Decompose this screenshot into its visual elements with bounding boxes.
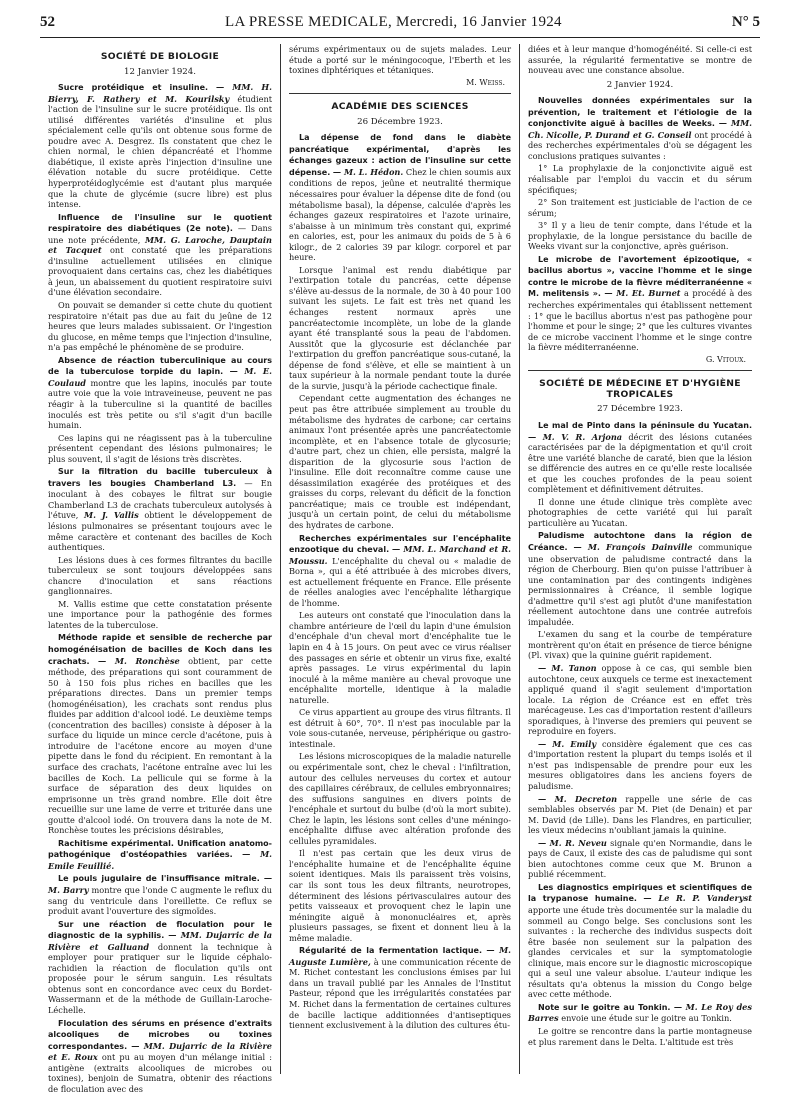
abstract-heading: Absence de réaction tuberculinique au cours de la tuberculose torpide du lapin. [48,355,272,377]
abstract-authors: — MM. Dujarric de la Rivière et Galluand [48,930,272,952]
abstract-paragraph [48,82,272,210]
abstract-paragraph [289,610,511,705]
abstract-text: apporte une étude très documentée sur la maladie du sommeil au Congo belge. Ses conclusions sont les suivantes : la recherche des individus suspects doit être basée non seulement sur la palpation des glandes cervicales et sur la symptomatologie clinique, mais encore sur le diagnostic microscopique qui a seul une valeur absolue. L'auteur indique les résultats qu'a obtenus la mission du Congo belge avec cette méthode. [528,905,752,1000]
abstract-authors: — MM. L. Marchand et R. Moussu. [289,544,511,566]
abstract-heading: Sur une réaction de floculation pour le diagnostic de la syphilis. [48,919,272,941]
abstract-text: Il n'est pas certain que les deux virus de l'encéphalite humaine et de l'encéphalite équine soient identiques. Mais ils paraissent très voisins, car ils sont tous les deux filtrants, neurotropes, déterminent des lésions périvasculaires autour des petits vaisseaux et provoquent chez le lapin une méningite aiguë à mononucléaires et, après plusieurs passages, se fixent et donnent lieu à la même maladie. [289,848,511,943]
abstract-text: Chez le chien soumis aux conditions de repos, jeûne et neutralité thermique nécessaires pour évaluer la dépense dite de fond (ou métabolisme basal), la dépense, calculée d'après les échanges gazeux respiratoires et l'azote urinaire, s'abaisse à un minimum très constant qui, exprimé en calories, est, pour les animaux du poids de 5 à 6 kilogr., de 2 calories 39 par kilogr. corporel et par heure. [289,166,511,263]
abstract-paragraph [528,497,752,529]
abstract-text: décrit des lésions cutanées caractérisées par de la dépigmentation et qu'il croit être une variété blanche de caraté, bien que la lésion se différencie des autres en ce qu'elle reste localisée et que les couches profondes de la peau soient complètement et définitivement détruites. [528,431,752,495]
abstract-text: montre que les lapins, inoculés par toute autre voie que la voie intraveineuse, peuvent ne pas réagir à la tuberculine si la quantité de bacilles inoculés est très petite ou s'il s'agit d'un bacille humain. [48,377,272,431]
abstract-paragraph [289,751,511,846]
abstract-text: M. Vallis estime que cette constatation présente une importance pour la pathogénie des formes latentes de la tuberculose. [48,598,272,630]
abstract-heading: La dépense de fond dans le diabète pancréatique expérimental, d'après les échanges gazeux : action de l'insuline sur cette dépense. [289,133,511,177]
abstract-heading: Méthode rapide et sensible de recherche par homogénéisation de bacilles de Koch dans les crachats. [48,633,272,666]
abstract-authors: — M. Decreton [538,793,618,804]
abstract-text: envoie une étude sur le goitre au Tonkin. [561,1013,732,1024]
abstract-paragraph [48,873,272,916]
abstract-authors: — M. Emile Feuillié. [48,849,273,871]
abstract-paragraph [289,533,511,609]
abstract-authors: — M. L. Hédon. [332,166,404,177]
abstract-text: signale qu'en Normandie, dans le pays de Caux, il existe des cas de paludisme qui sont bien autochtones comme ceux que M. Brunon a publié récemment. [528,837,753,880]
abstract-authors: — MM. Ch. Nicolle, P. Durand et G. Conseil [528,118,753,140]
abstract-authors: — M. Barry [48,873,273,896]
abstract-heading: Note sur le goitre au Tonkin. [538,1002,671,1012]
section-date: 12 Janvier 1924. [124,66,196,77]
abstract-authors: — M. Auguste Lumière, [289,945,511,967]
abstract-paragraph [289,945,511,1030]
abstract-authors: — M. Ronchèse [98,655,180,666]
abstract-text: oppose à ce cas, qui semble bien autochtone, ceux auxquels ce terme est inexactement appliqué quand il s'agit seulement d'importation locale. La région de Créance est en effet très marécageuse. Les cas d'importation restent d'ailleurs sporadiques, à l'inverse des premiers qui peuvent se reproduire en foyers. [528,662,753,737]
abstract-text: Le goitre se rencontre dans la partie montagneuse et plus rarement dans le Delta. L'altitude est très [528,1026,752,1047]
abstract-paragraph [289,132,511,263]
section-date: 2 Janvier 1924. [606,79,674,90]
abstract-text: L'examen du sang et la courbe de température montrèrent qu'on était en présence de tierce bénigne (Pl. vivax) que la quinine guérit rapidement. [528,629,752,661]
abstract-text: communique une observation de paludisme contracté dans la région de Cherbourg. Bien qu'on puisse l'attribuer à une contamination par des contingents indigènes permissionnaires à Créance, il semble logique d'admettre qu'il s'est agi plutôt d'une manifestation réellement autochtone dans une contrée autrefois impaludée. [528,541,752,627]
abstract-paragraph [48,599,272,631]
abstract-text: ont constaté que les préparations d'insuline actuellement utilisées en clinique provoquaient dans certains cas, chez les diabétiques à jeun, un abaissement du quotient respiratoire suivi d'une élévation secondaire. [48,245,272,298]
abstract-paragraph [48,919,272,1016]
abstract-authors: M. J. Vallis [84,510,139,521]
section-title: SOCIÉTÉ DE MÉDECINE ET D'HYGIÈNE TROPICALES [539,378,741,400]
abstract-paragraph [528,838,752,880]
abstract-text: 1° La prophylaxie de la conjonctivite aiguë est réalisable par l'emploi du vaccin et du sérum spécifiques; [528,163,752,195]
abstract-paragraph [289,848,511,943]
section-rule [528,370,752,371]
abstract-text: Cependant cette augmentation des échanges ne peut pas être attribuée simplement au trouble du métabolisme des hydrates de carbone; car certains animaux l'ont présentée après une pancréatectomie incomplète, et en l'absence totale de glycosurie; d'autre part, chez un chien, elle persista, malgré la disparition de la glycosurie sous l'action de l'insuline. Elle doit reconnaître comme cause une désassimilation exagérée des protéiques et des graisses du corps, relevant du déficit de la fonction pancréatique; mais ce trouble est indépendant, jusqu'à un certain point, de celui du métabolisme des hydrates de carbone. [289,393,511,530]
running-head [40,14,760,36]
abstract-authors: — M. Le Roy des Barres [528,1001,753,1024]
abstract-text: ont procédé à des recherches expérimentales d'où se dégagent les conclusions pratiques suivantes : [528,129,752,161]
abstract-text: — Dans une note précédente, [48,223,272,245]
abstract-text: diées et à leur manque d'homogénéité. Si celle-ci est assurée, la régularité fermentative se montre de nouveau avec une constance absolue. [528,44,752,76]
section-title: ACADÉMIE DES SCIENCES [331,101,469,113]
abstract-paragraph [528,254,752,353]
abstract-paragraph [528,794,752,836]
abstract-paragraph [528,1002,752,1024]
abstract-paragraph [48,555,272,597]
abstract-text: Ces lapins qui ne réagissent pas à la tuberculine présentent cependant des lésions pulmonaires; le plus souvent, il s'agit de lésions très discrètes. [48,432,272,464]
abstract-text: Il donne une étude clinique très complète avec photographies de cette variété qui lui paraît particulière au Yucatan. [528,496,752,528]
abstract-text: étudient l'action de l'insuline sur le sucre protéidique. Ils ont utilisé différentes variétés d'insuline et plus spécialement celle qu'ils ont obtenue sous forme de poudre avec A. Desgrez. Ils constatent que chez le chien normal, le chien dépancréaté et l'homme diabétique, il existe après l'injection d'insuline une élévation notable du sucre protéidique. Cette hyperprotéidoglycémie est d'autant plus marquée que la chute de glycémie (sucre libre) est plus intense. [48,93,273,210]
abstract-text: a procédé à des recherches expérimentales qui établissent nettement : 1° que le bacillus abortus n'est pas pathogène pour l'homme et pour le singe; 2° que les cultures vivantes de ce microbe vaccinent l'homme et le singe contre la fièvre méditerranéenne. [528,288,753,353]
abstract-heading: Influence de l'insuline sur le quotient respiratoire des diabétiques (2e note). [48,212,272,234]
abstract-heading: Le pouls jugulaire de l'insuffisance mitrale. [58,874,260,884]
abstract-paragraph [48,838,272,872]
column-middle [280,44,520,1074]
abstract-paragraph [528,882,752,1000]
abstract-text: considère également que ces cas d'importation restent la plupart du temps isolés et il n'est pas indispensable de prendre pour eux les mesures obligatoires dans les anciens foyers de paludisme. [528,738,752,791]
abstract-authors: — M. Emily [538,738,597,749]
abstract-text: Lorsque l'animal est rendu diabétique par l'extirpation totale du pancréas, cette dépense s'élève au-dessus de la normale, de 30 à 40 pour 100 suivant les sujets. Le fait est très net quand les échanges restent normaux après une pancréatectomie incomplète, un lobe de la glande ayant été transplanté sous la peau de l'abdomen. Aussitôt que la glycosurie est déclanchée par l'extirpation du greffon pancréatique sous-cutané, la dépense de fond s'élève, et elle se maintient à un taux supérieur à la normale pendant toute la durée de la survie, jusqu'à la période cachectique finale. [289,264,511,391]
abstract-paragraph [528,530,752,627]
abstract-authors: — M. E. Coulaud [48,366,272,388]
abstract-authors: — M. Et. Burnet [604,288,681,299]
abstract-heading: Les diagnostics empiriques et scientifiques de la trypanose humaine. [528,882,752,904]
abstract-paragraph [528,95,752,161]
abstract-authors: — M. Tanon [538,662,597,673]
abstract-text: rappelle une série de cas semblables observés par M. Piet (de Denain) et par M. David (de Lille). Dans les Flandres, en particulier, les vieux médecins n'oubliant jamais la quinine. [528,793,752,836]
abstract-paragraph [528,197,752,218]
abstract-authors: MM. G. Laroche, Dauptain et Tacquet [48,234,272,256]
abstract-paragraph [289,707,511,749]
abstract-text: donnent la technique à employer pour pratiquer sur le liquide céphalo-rachidien la réaction de floculation qu'ils ont proposée pour le sérum sanguin. Les résultats obtenus sont en concordance avec ceux du Bordet-Wassermann et de la méthode de Guillain-Laroche-Léchelle. [48,941,272,1016]
abstract-heading: Sucre protéidique et insuline. [58,83,209,93]
abstract-paragraph [528,420,752,495]
abstract-heading: Rachitisme expérimental. Unification anatomo-pathogénique d'ostéopathies variées. [48,838,272,860]
abstract-text: Les auteurs ont constaté que l'inoculation dans la chambre antérieure de l'œil du lapin d'une émulsion d'encéphale d'un cheval mort d'encéphalite tue le lapin en 4 à 15 jours. On peut avec ce virus réaliser des passages en série et obtenir un virus fixe, exalté après passages. Le virus expérimental du lapin inoculé à la même manière au cheval provoque une encéphalite mortelle, identique à la maladie naturelle. [289,610,511,705]
section-rule [289,93,511,94]
issue-number: N° 5 [731,14,760,30]
abstract-paragraph [528,663,752,737]
abstract-heading: Le mal de Pinto dans la péninsule du Yucatan. [538,420,752,430]
header-rule [40,37,760,38]
abstract-text: montre que l'onde C augmente le reflux du sang du ventricule dans l'oreillette. Ce reflux se produit avant l'ouverture des sigmoïdes. [48,885,272,917]
article-columns [40,44,760,1094]
abstract-text: — En inoculant à des cobayes le filtrat sur bougie Chamberland L3 de crachats tuberculeux autolysés à l'étuve, [48,477,273,521]
abstract-text: L'encéphalite du cheval ou « maladie de Borna », qui a été attribuée à des microbes divers, est actuellement fréquente en France. Elle présente de réelles analogies avec l'encéphalite léthargique de l'homme. [289,555,511,608]
abstract-paragraph [528,1026,752,1047]
section-signature: M. Weiss. [466,77,505,87]
abstract-paragraph [528,739,752,792]
abstract-text: 3° Il y a lieu de tenir compte, dans l'étude et la prophylaxie, de la longue persistance du bacille de Weeks vivant sur la conjonctive, après guérison. [528,220,752,252]
abstract-text: sérums expérimentaux ou de sujets malades. Leur étude a porté sur le méningocoque, l'Eberth et les toxines diphtériques et tétaniques. [289,44,511,76]
page-number: 52 [40,14,55,30]
column-left [40,44,280,1094]
abstract-text: On pouvait se demander si cette chute du quotient respiratoire n'était pas due au fait du jeûne de 12 heures que leurs malades subissaient. Or l'ingestion du glucose, en même temps que l'injection d'insuline, n'a pas empêché le phénomène de se produire. [48,300,272,353]
abstract-heading: Nouvelles données expérimentales sur la prévention, le traitement et l'étiologie de la conjonctivite aiguë à bacilles de Weeks. [528,96,752,129]
abstract-paragraph [48,300,272,353]
abstract-paragraph [528,629,752,661]
abstract-paragraph [48,433,272,465]
abstract-heading: Régularité de la fermentation lactique. [299,946,482,956]
abstract-authors: — M. R. Neveu [538,837,607,848]
abstract-heading: Sur la filtration du bacille tuberculeux à travers les bougies Chamberland L3. [48,467,272,488]
abstract-paragraph [48,466,272,552]
abstract-paragraph [528,44,752,76]
abstract-paragraph [528,220,752,252]
abstract-paragraph [289,265,511,392]
section-signature: G. Vitoux. [705,354,746,364]
abstract-heading: Recherches expérimentales sur l'encéphalite enzootique du cheval. [289,533,511,555]
abstract-text: à une communication récente de M. Richet contestant les conclusions émises par lui dans un travail publié par les Annales de l'Institut Pasteur, répond que les irrégularités constatées par M. Richet dans la fermentation de certaines cultures de bacille lactique additionnées d'antiseptiques tiennent exclusivement à la dilution des cultures étu- [289,956,512,1031]
abstract-text: obtient, par cette méthode, des préparations qui sont couramment de 50 à 150 fois plus riches en bacilles que les préparations directes. Dans un premier temps (homogénéisation), les crachats sont rendus plus fluides par addition d'alcool iodé. Le deuxième temps (concentration des bacilles) consiste à déposer à la surface du liquide un mince cercle d'acétone, puis à introduire de l'acétone encore au moyen d'une pipette dans le fond du récipient. En remontant à la surface des crachats, l'acétone entraîne avec lui les bacilles de Koch. La pellicule qui se forme à la surface de séparation des deux liquides on emprisonne un très grand nombre. Elle doit être recueillie sur une lame de verre et triturée dans une goutte d'alcool iodé. On trouvera dans la note de M. Ronchèse toutes les précisions désirables, [48,655,272,836]
section-date: 26 Décembre 1923. [357,116,443,127]
abstract-heading: Paludisme autochtone dans la région de Créance. [528,531,752,552]
abstract-authors: — Le R. P. Vanderyst [643,893,752,904]
abstract-paragraph [528,163,752,195]
abstract-text: Les lésions dues à ces formes filtrantes du bacille tuberculeux se sont toujours développées sans chancre d'inoculation et sans réactions ganglionnaires. [48,554,272,597]
section-title: SOCIÉTÉ DE BIOLOGIE [100,51,220,62]
abstract-paragraph [48,1018,272,1094]
abstract-authors: — MM. H. Bierry, F. Rathery et M. Kourilsky [48,82,272,104]
abstract-authors: — MM. Dujarric de la Rivière et E. Roux [48,1040,273,1063]
abstract-text: Les lésions microscopiques de la maladie naturelle ou expérimentale sont, chez le cheval : l'infiltration, autour des cellules nerveuses du cortex et autour des capillaires cérébraux, de cellules embryonnaires; des suffusions sanguines en divers points de l'encéphale et surtout du bulbe (d'où la mort subite). Chez le lapin, les lésions sont celles d'une méningo-encéphalite diffuse avec altération profonde des cellules pyramidales. [289,751,511,846]
abstract-paragraph [48,632,272,835]
abstract-authors: — M. François Dainville [573,541,693,552]
column-right [520,44,760,1074]
abstract-text: Ce virus appartient au groupe des virus filtrants. Il est détruit à 60°, 70°. Il n'est pas inoculable par la voie sous-cutanée, nerveuse, périphérique ou gastro-intestinale. [289,707,511,749]
abstract-heading: Floculation des sérums en présence d'extraits alcooliques de microbes ou toxines correspondantes. [48,1018,272,1051]
abstract-heading: Le microbe de l'avortement épizootique, « bacillus abortus », vaccine l'homme et le singe contre le microbe de la fièvre méditerranéenne « M. melitensis ». [528,254,752,299]
abstract-authors: — M. V. R. Arjona [528,431,623,442]
abstract-paragraph [289,393,511,530]
abstract-paragraph [289,44,511,76]
abstract-text: ont pu au moyen d'un mélange initial : antigène (extraits alcooliques de microbes ou toxines), benjoin de Sumatra, obtenir des réactions de floculation avec des [48,1052,272,1094]
abstract-paragraph [48,212,272,298]
abstract-text: obtient le développement de lésions pulmonaires se présentant toujours avec le même caractère et contenant des bacilles de Koch authentiques. [48,510,273,553]
abstract-paragraph [48,355,272,431]
abstract-text: 2° Son traitement est justiciable de l'action de ce sérum; [528,197,752,218]
journal-title: LA PRESSE MEDICALE, Mercredi, 16 Janvier 1924 [225,14,562,30]
section-date: 27 Décembre 1923. [597,404,683,415]
